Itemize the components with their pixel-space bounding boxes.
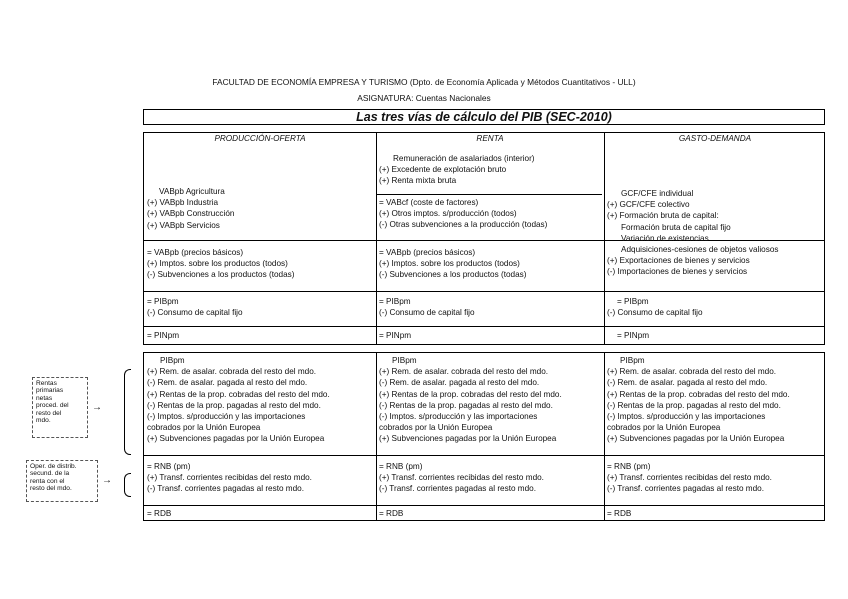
bottom-col1-block-1: PIBpm (+) Rem. de asalar. cobrada del resto del mdo. (-) Rem. de asalar. pagada al resto del mdo. (+) Rentas de la prop. cobradas del resto del mdo. (-) Rentas de la prop. pagadas al resto del mdo. (-) Imptos. s/producción y las importaciones cobrados por la Unión Europea (+) Subvenciones pagadas por la Unión Europea <box>147 356 330 444</box>
col-head-renta: RENTA <box>476 134 504 143</box>
prod-block-2: = VABpb (precios básicos) (+) Imptos. sobre los productos (todos) (-) Subvenciones a los productos (todas) <box>147 248 295 280</box>
col-divider <box>376 353 377 520</box>
subject-header: ASIGNATURA: Cuentas Nacionales <box>357 93 491 103</box>
renta-block-2: = VABpb (precios básicos) (+) Imptos. sobre los productos (todos) (-) Subvenciones a los productos (todas) <box>379 248 527 280</box>
bottom-col3-block-2: = RNB (pm) (+) Transf. corrientes recibidas del resto mdo. (-) Transf. corrientes pagadas al resto mdo. <box>607 462 772 494</box>
col-divider <box>376 133 377 344</box>
page-title: Las tres vías de cálculo del PIB (SEC-2010) <box>143 109 825 125</box>
row-divider <box>144 505 824 506</box>
col-head-produccion: PRODUCCIÓN-OFERTA <box>214 134 306 143</box>
prod-block-3: = PIBpm (-) Consumo de capital fijo <box>147 297 243 318</box>
prod-block-4: = PINpm <box>147 331 180 340</box>
col-divider <box>604 133 605 344</box>
bottom-table <box>143 352 825 521</box>
gasto-block-3: = PIBpm (-) Consumo de capital fijo <box>607 297 703 318</box>
row-divider <box>144 326 824 327</box>
bottom-col3-block-3: = RDB <box>607 509 632 518</box>
arrow-right-icon: → <box>92 402 102 413</box>
arrow-right-icon: → <box>102 475 112 486</box>
renta-block-4: = PINpm <box>379 331 412 340</box>
col-divider <box>604 353 605 520</box>
col-head-gasto: GASTO-DEMANDA <box>678 134 752 143</box>
side-box-secondary-distribution: Oper. de distrib. secund. de la renta con el resto del mdo. <box>26 460 98 502</box>
row-divider <box>144 455 824 456</box>
renta-block-1: = VABcf (coste de factores) (+) Otros imptos. s/producción (todos) (-) Otras subvenciones a la producción (todas) <box>379 198 548 230</box>
bottom-col3-block-1: PIBpm (+) Rem. de asalar. cobrada del resto del mdo. (-) Rem. de asalar. pagada al resto del mdo. (+) Rentas de la prop. cobradas del resto del mdo. (-) Rentas de la prop. pagadas al resto del mdo. (-) Imptos. s/producción y las importaciones cobrados por la Unión Europea (+) Subvenciones pagadas por la Unión Europea <box>607 356 790 444</box>
gasto-block-4: = PINpm <box>617 331 650 340</box>
prod-block-1: VABpb Agricultura (+) VABpb Industria (+) VABpb Construcción (+) VABpb Servicios <box>147 187 235 230</box>
bottom-col2-block-1: PIBpm (+) Rem. de asalar. cobrada del resto del mdo. (-) Rem. de asalar. pagada al resto del mdo. (+) Rentas de la prop. cobradas del resto del mdo. (-) Rentas de la prop. pagadas al resto del mdo. (-) Imptos. s/producción y las importaciones cobrados por la Unión Europea (+) Subvenciones pagadas por la Unión Europea <box>379 356 562 444</box>
side-box-primary-incomes: Rentas primarias netas proced. del resto del mdo. <box>32 377 88 438</box>
faculty-header: FACULTAD DE ECONOMÍA EMPRESA Y TURISMO (Dpto. de Economía Aplicada y Métodos Cuantitativos - ULL) <box>212 77 636 87</box>
gasto-block-1: GCF/CFE individual (+) GCF/CFE colectivo (+) Formación bruta de capital: Formación bruta de capital fijo Variación de existencias Adquisiciones-cesiones de objetos valiosos (+) Exportaciones de bienes y servicios (-) Importaciones de bienes y servicios <box>607 189 779 277</box>
renta-block-3: = PIBpm (-) Consumo de capital fijo <box>379 297 475 318</box>
bottom-col1-block-2: = RNB (pm) (+) Transf. corrientes recibidas del resto mdo. (-) Transf. corrientes pagadas al resto mdo. <box>147 462 312 494</box>
bottom-col1-block-3: = RDB <box>147 509 172 518</box>
top-table <box>143 132 825 345</box>
brace-icon <box>124 473 131 497</box>
renta-block-0: Remuneración de asalariados (interior) (+) Excedente de explotación bruto (+) Renta mixta bruta <box>379 154 535 186</box>
bottom-col2-block-2: = RNB (pm) (+) Transf. corrientes recibidas del resto mdo. (-) Transf. corrientes pagadas al resto mdo. <box>379 462 544 494</box>
renta-divider <box>376 194 602 195</box>
brace-icon <box>124 369 131 455</box>
row-divider <box>144 291 824 292</box>
bottom-col2-block-3: = RDB <box>379 509 404 518</box>
